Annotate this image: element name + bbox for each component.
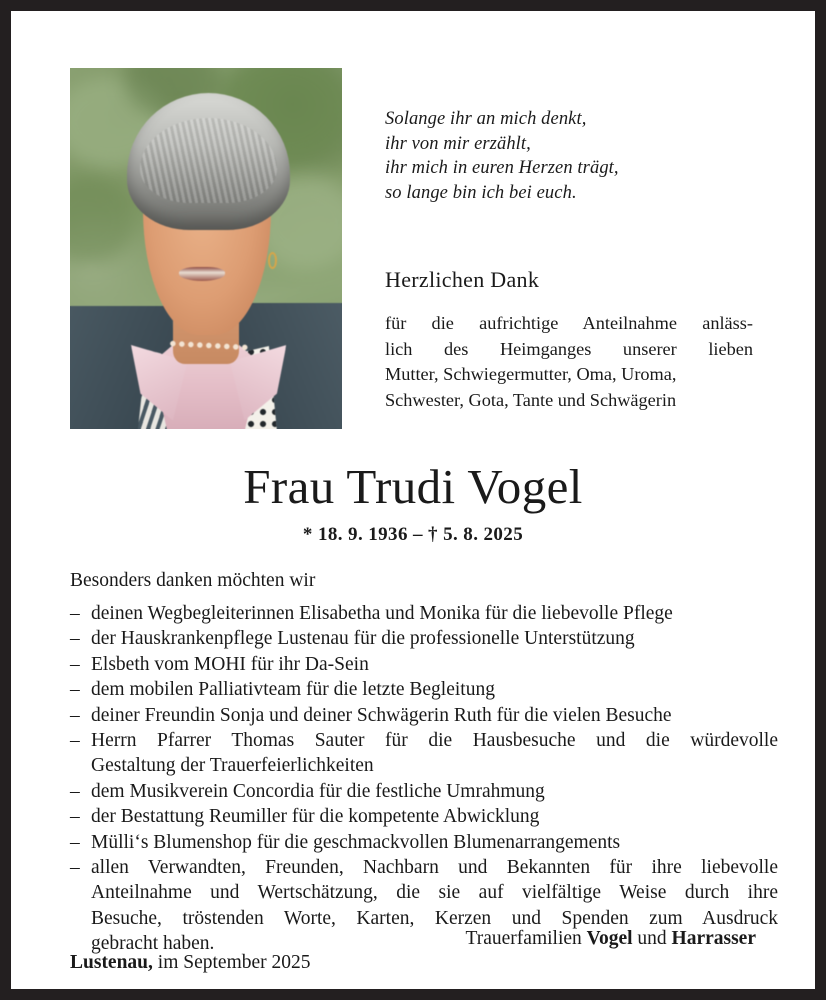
thanks-line: für die aufrichtige Anteilnahme anläss- xyxy=(385,313,753,333)
thanks-line: Schwester, Gota, Tante und Schwägerin xyxy=(385,389,677,410)
pearl-necklace xyxy=(167,333,250,359)
list-item xyxy=(70,601,778,626)
list-item-line: allen Verwandten, Freunden, Nachbarn und Bekannten für ihre liebevolle xyxy=(91,857,778,879)
list-item xyxy=(70,779,778,804)
families-prefix: Trauerfamilien xyxy=(465,928,587,949)
list-item xyxy=(70,626,778,651)
list-item xyxy=(70,677,778,702)
family-name-1: Vogel xyxy=(586,928,633,949)
list-item-text: der Bestattung Reumiller für die kompetente Abwicklung xyxy=(91,806,540,828)
list-item xyxy=(70,703,778,728)
thanks-heading: Herzlichen Dank xyxy=(385,267,540,292)
portrait-photo xyxy=(70,68,342,429)
list-item-text: Elsbeth vom MOHI für ihr Da-Sein xyxy=(91,653,369,675)
top-section xyxy=(11,11,815,436)
list-item xyxy=(70,652,778,677)
thanks-line: Mutter, Schwiegermutter, Oma, Uroma, xyxy=(385,364,677,384)
list-item-line: gebracht haben. xyxy=(91,933,215,955)
dash-bullet: – xyxy=(70,628,80,650)
list-item-text: der Hauskrankenpflege Lustenau für die professionelle Unterstützung xyxy=(91,628,635,650)
verse-line: Solange ihr an mich denkt, xyxy=(385,109,587,129)
notice-date: im September 2025 xyxy=(152,952,311,973)
list-item-line: Gestaltung der Trauerfeierlichkeiten xyxy=(91,755,374,777)
list-item-line: Besuche, tröstenden Worte, Karten, Kerzen und Spenden zum Ausdruck xyxy=(91,907,778,929)
list-item-text: Mülli‘s Blumenshop für die geschmackvollen Blumenarrangements xyxy=(91,831,621,853)
deceased-name: Frau Trudi Vogel xyxy=(243,459,583,514)
list-item-text: deinen Wegbegleiterinnen Elisabetha und Monika für die liebevolle Pflege xyxy=(91,603,673,624)
acknowledgements-intro: Besonders danken möchten wir xyxy=(70,570,316,591)
thanks-paragraph xyxy=(385,311,753,413)
right-column xyxy=(385,11,753,413)
dash-bullet: – xyxy=(70,730,80,752)
dash-bullet: – xyxy=(70,704,80,726)
list-item-line: Herrn Pfarrer Thomas Sauter für die Hausbesuche und die würdevolle xyxy=(91,730,778,752)
dash-bullet: – xyxy=(70,603,80,624)
list-item xyxy=(70,804,778,829)
place-name: Lustenau, xyxy=(70,952,153,973)
verse-line: so lange bin ich bei euch. xyxy=(385,182,577,203)
memorial-verse xyxy=(385,107,753,205)
dash-bullet: – xyxy=(70,806,80,828)
list-item-text: dem Musikverein Concordia für die festliche Umrahmung xyxy=(91,780,545,802)
acknowledgements-list xyxy=(70,601,778,957)
dash-bullet: – xyxy=(70,831,80,853)
smiling-mouth xyxy=(179,267,225,281)
list-item xyxy=(70,728,778,779)
mourning-families xyxy=(466,928,756,950)
list-item-text: deiner Freundin Sonja und deiner Schwägerin Ruth für die vielen Besuche xyxy=(91,704,672,726)
place-and-date xyxy=(70,952,311,974)
list-item-text xyxy=(91,728,778,779)
thanks-line: lich des Heimganges unserer lieben xyxy=(385,338,753,359)
foliage-blur xyxy=(70,176,135,263)
gold-hoop-earring xyxy=(268,252,277,269)
deceased-dates: * 18. 9. 1936 – † 5. 8. 2025 xyxy=(302,524,524,545)
dash-bullet: – xyxy=(70,780,80,802)
notice-sheet xyxy=(11,11,815,989)
portrait-image xyxy=(70,68,342,429)
list-item-line: Anteilnahme und Wertschätzung, die sie auf vielfältige Weise durch ihre xyxy=(91,882,778,904)
family-name-2: Harrasser xyxy=(671,928,756,949)
verse-line: ihr mich in euren Herzen trägt, xyxy=(385,158,619,178)
list-item-text: dem mobilen Palliativteam für die letzte Begleitung xyxy=(91,679,495,701)
dash-bullet: – xyxy=(70,857,80,879)
dash-bullet: – xyxy=(70,653,80,675)
verse-line: ihr von mir erzählt, xyxy=(385,133,531,154)
families-conjunction: und xyxy=(632,928,672,949)
list-item xyxy=(70,830,778,855)
dash-bullet: – xyxy=(70,679,80,701)
